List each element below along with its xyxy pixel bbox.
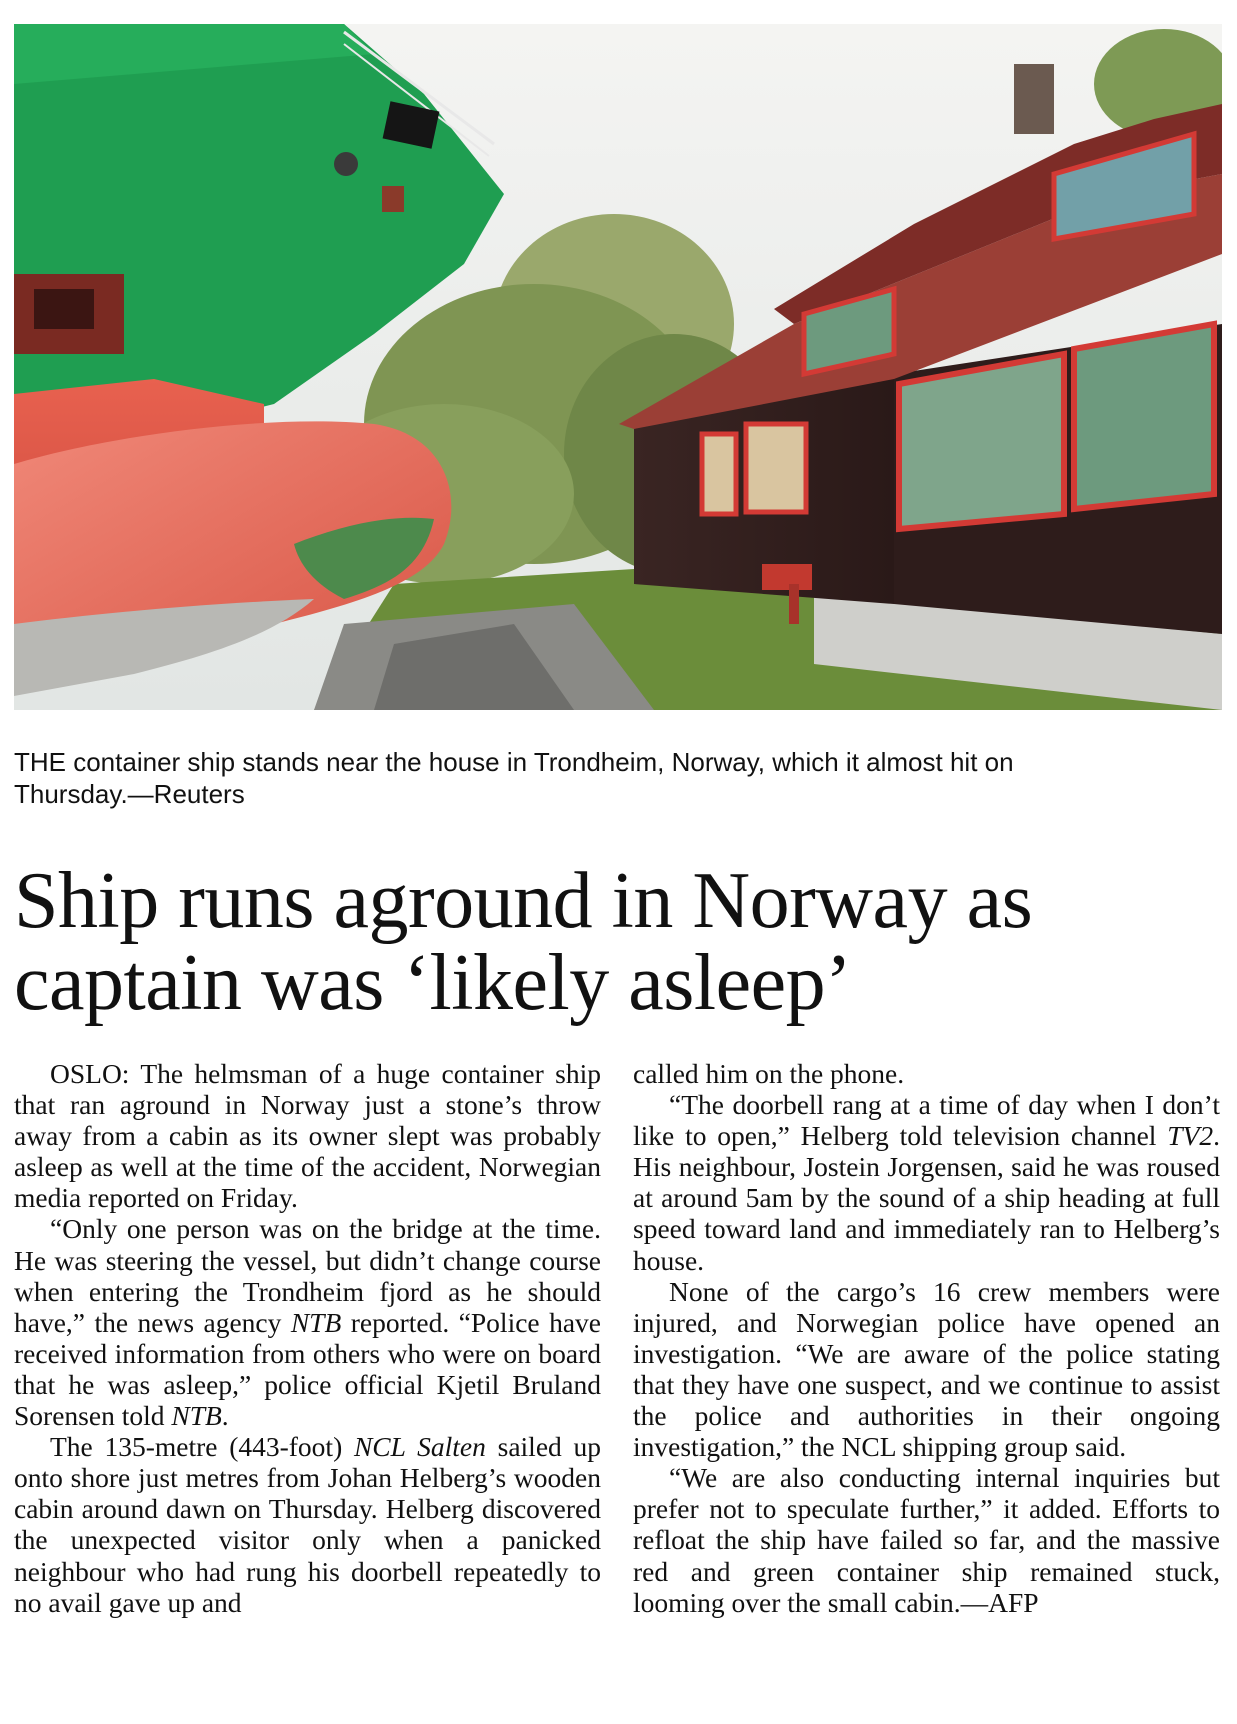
paragraph-5: None of the cargo’s 16 crew members were injured, and Norwegian police have opened an investigation. “We are aware of the police stating that they have one suspect, and we continue to assist the police and authorities in their ongoing investigation,” the NCL shipping group said.	[633, 1275, 1220, 1463]
ship-and-cabin-image	[14, 24, 1222, 710]
paragraph-6: “We are also conducting internal inquiries but prefer not to speculate further,” it added. Efforts to refloat the ship have failed so far, and the massive red and green container ship remained stuck, looming over the small cabin.—AFP	[633, 1462, 1220, 1618]
paragraph-2: “Only one person was on the bridge at the time. He was steering the vessel, but didn’t change course when entering the Trondheim fjord as he should have,” the news agency NTB reported. “Police have received information from others who were on board that he was asleep,” police official Kjetil Bruland Sorensen told NTB.	[14, 1213, 601, 1432]
paragraph-3-continuation: called him on the phone.	[633, 1058, 905, 1089]
article-column-left	[14, 1058, 601, 1618]
paragraph-4: “The doorbell rang at a time of day when I don’t like to open,” Helberg told television channel TV2. His neighbour, Jostein Jorgensen, said he was roused at around 5am by the sound of a ship heading at full speed toward land and immediately ran to Helberg’s house.	[633, 1089, 1220, 1276]
paragraph-1: OSLO: The helmsman of a huge container ship that ran aground in Norway just a stone’s throw away from a cabin as its owner slept was probably asleep as well at the time of the accident, Norwegian media reported on Friday.	[14, 1058, 601, 1214]
article-column-right	[633, 1058, 1220, 1618]
paragraph-3: The 135-metre (443-foot) NCL Salten sailed up onto shore just metres from Johan Helberg’s wooden cabin around dawn on Thursday. Helberg discovered the unexpected visitor only when a panicked neighbour who had rung his doorbell repeatedly to no avail gave up and	[14, 1431, 601, 1618]
news-photo	[14, 24, 1222, 710]
headline: Ship runs aground in Norway as captain was ‘likely asleep’	[14, 857, 1033, 1027]
photo-caption: THE container ship stands near the house in Trondheim, Norway, which it almost hit on Thursday.—Reuters	[14, 747, 1014, 809]
